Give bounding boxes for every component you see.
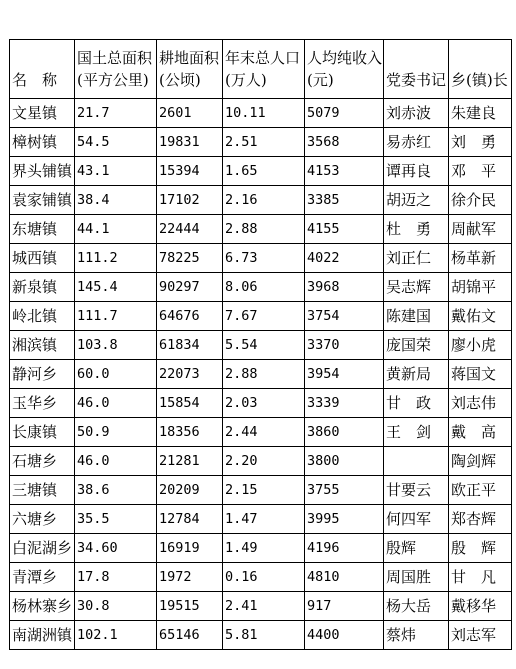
mayor-cell: 廖小虎 <box>449 331 512 360</box>
column-header-party-secretary-label: 党委书记 <box>386 71 447 89</box>
town-name-cell: 新泉镇 <box>10 273 75 302</box>
table-row <box>10 534 512 563</box>
population-cell: 2.88 <box>223 215 305 244</box>
mayor-cell: 郑杏辉 <box>449 505 512 534</box>
population-cell: 2.88 <box>223 360 305 389</box>
area-cell: 111.7 <box>75 302 157 331</box>
population-cell: 0.16 <box>223 563 305 592</box>
town-name-cell: 石塘乡 <box>10 447 75 476</box>
population-cell: 8.06 <box>223 273 305 302</box>
table-row <box>10 273 512 302</box>
population-cell: 7.67 <box>223 302 305 331</box>
column-header-area-label: 国土总面积 <box>77 49 153 67</box>
table-row <box>10 128 512 157</box>
party-secretary-cell: 易赤红 <box>384 128 449 157</box>
farmland-cell: 19515 <box>157 592 223 621</box>
party-secretary-cell: 甘要云 <box>384 476 449 505</box>
party-secretary-cell: 蔡炜 <box>384 621 449 650</box>
income-cell: 3995 <box>305 505 384 534</box>
table-row <box>10 447 512 476</box>
table-row <box>10 244 512 273</box>
table-row <box>10 302 512 331</box>
table-row <box>10 360 512 389</box>
farmland-cell: 2601 <box>157 99 223 128</box>
town-name-cell: 六塘乡 <box>10 505 75 534</box>
column-header-farmland-unit: (公顷) <box>159 71 201 89</box>
farmland-cell: 1972 <box>157 563 223 592</box>
mayor-cell: 戴佑文 <box>449 302 512 331</box>
mayor-cell: 刘 勇 <box>449 128 512 157</box>
income-cell: 4022 <box>305 244 384 273</box>
column-header-farmland-label: 耕地面积 <box>159 49 220 67</box>
population-cell: 5.81 <box>223 621 305 650</box>
party-secretary-cell: 谭再良 <box>384 157 449 186</box>
party-secretary-cell: 何四军 <box>384 505 449 534</box>
party-secretary-cell: 胡迈之 <box>384 186 449 215</box>
table-row <box>10 563 512 592</box>
income-cell: 3968 <box>305 273 384 302</box>
income-cell: 4155 <box>305 215 384 244</box>
area-cell: 111.2 <box>75 244 157 273</box>
column-header-income-label: 人均纯收入 <box>307 49 383 67</box>
population-cell: 2.44 <box>223 418 305 447</box>
table-row <box>10 157 512 186</box>
mayor-cell: 殷 辉 <box>449 534 512 563</box>
town-name-cell: 湘滨镇 <box>10 331 75 360</box>
mayor-cell: 周献军 <box>449 215 512 244</box>
income-cell: 4810 <box>305 563 384 592</box>
town-name-cell: 界头铺镇 <box>10 157 75 186</box>
mayor-cell: 胡锦平 <box>449 273 512 302</box>
income-cell: 3754 <box>305 302 384 331</box>
column-header-area-unit: (平方公里) <box>77 71 149 89</box>
table-row <box>10 331 512 360</box>
income-cell: 3954 <box>305 360 384 389</box>
income-cell: 917 <box>305 592 384 621</box>
column-header-farmland <box>157 40 223 99</box>
population-cell: 2.51 <box>223 128 305 157</box>
party-secretary-cell: 杨大岳 <box>384 592 449 621</box>
town-name-cell: 三塘镇 <box>10 476 75 505</box>
population-cell: 5.54 <box>223 331 305 360</box>
farmland-cell: 20209 <box>157 476 223 505</box>
party-secretary-cell: 王 剑 <box>384 418 449 447</box>
income-cell: 5079 <box>305 99 384 128</box>
area-cell: 145.4 <box>75 273 157 302</box>
column-header-name-label: 名 称 <box>12 71 58 89</box>
income-cell: 4153 <box>305 157 384 186</box>
population-cell: 10.11 <box>223 99 305 128</box>
town-name-cell: 白泥湖乡 <box>10 534 75 563</box>
column-header-population-label: 年末总人口 <box>225 49 301 67</box>
town-name-cell: 玉华乡 <box>10 389 75 418</box>
income-cell: 3339 <box>305 389 384 418</box>
column-header-income-unit: (元) <box>307 71 334 89</box>
table-row <box>10 505 512 534</box>
income-cell: 3370 <box>305 331 384 360</box>
farmland-cell: 64676 <box>157 302 223 331</box>
party-secretary-cell: 刘赤波 <box>384 99 449 128</box>
mayor-cell: 陶剑辉 <box>449 447 512 476</box>
area-cell: 54.5 <box>75 128 157 157</box>
column-header-population <box>223 40 305 99</box>
party-secretary-cell: 杜 勇 <box>384 215 449 244</box>
column-header-population-unit: (万人) <box>225 71 267 89</box>
party-secretary-cell: 甘 政 <box>384 389 449 418</box>
column-header-mayor <box>449 40 512 99</box>
population-cell: 2.16 <box>223 186 305 215</box>
area-cell: 46.0 <box>75 389 157 418</box>
area-cell: 102.1 <box>75 621 157 650</box>
income-cell: 3755 <box>305 476 384 505</box>
town-name-cell: 杨林寨乡 <box>10 592 75 621</box>
farmland-cell: 16919 <box>157 534 223 563</box>
party-secretary-cell: 黄新局 <box>384 360 449 389</box>
column-header-name <box>10 40 75 99</box>
area-cell: 60.0 <box>75 360 157 389</box>
population-cell: 6.73 <box>223 244 305 273</box>
mayor-cell: 刘志军 <box>449 621 512 650</box>
column-header-area <box>75 40 157 99</box>
town-name-cell: 文星镇 <box>10 99 75 128</box>
town-name-cell: 城西镇 <box>10 244 75 273</box>
farmland-cell: 61834 <box>157 331 223 360</box>
party-secretary-cell: 庞国荣 <box>384 331 449 360</box>
farmland-cell: 22444 <box>157 215 223 244</box>
town-name-cell: 静河乡 <box>10 360 75 389</box>
party-secretary-cell: 陈建国 <box>384 302 449 331</box>
mayor-cell: 杨革新 <box>449 244 512 273</box>
mayor-cell: 邓 平 <box>449 157 512 186</box>
mayor-cell: 刘志伟 <box>449 389 512 418</box>
area-cell: 17.8 <box>75 563 157 592</box>
town-name-cell: 东塘镇 <box>10 215 75 244</box>
farmland-cell: 17102 <box>157 186 223 215</box>
table-row <box>10 99 512 128</box>
population-cell: 2.15 <box>223 476 305 505</box>
town-name-cell: 岭北镇 <box>10 302 75 331</box>
table-row <box>10 215 512 244</box>
income-cell: 3860 <box>305 418 384 447</box>
table-row <box>10 592 512 621</box>
population-cell: 1.47 <box>223 505 305 534</box>
mayor-cell: 甘 凡 <box>449 563 512 592</box>
farmland-cell: 90297 <box>157 273 223 302</box>
party-secretary-cell: 吴志辉 <box>384 273 449 302</box>
table-row <box>10 186 512 215</box>
income-cell: 3800 <box>305 447 384 476</box>
party-secretary-cell <box>384 447 449 476</box>
mayor-cell: 朱建良 <box>449 99 512 128</box>
farmland-cell: 15394 <box>157 157 223 186</box>
population-cell: 1.65 <box>223 157 305 186</box>
area-cell: 50.9 <box>75 418 157 447</box>
party-secretary-cell: 殷辉 <box>384 534 449 563</box>
town-name-cell: 樟树镇 <box>10 128 75 157</box>
mayor-cell: 徐介民 <box>449 186 512 215</box>
mayor-cell: 欧正平 <box>449 476 512 505</box>
mayor-cell: 戴移华 <box>449 592 512 621</box>
farmland-cell: 22073 <box>157 360 223 389</box>
party-secretary-cell: 刘正仁 <box>384 244 449 273</box>
area-cell: 43.1 <box>75 157 157 186</box>
township-data-table <box>9 39 512 650</box>
area-cell: 38.4 <box>75 186 157 215</box>
header-row <box>10 40 512 99</box>
farmland-cell: 19831 <box>157 128 223 157</box>
table-row <box>10 389 512 418</box>
area-cell: 30.8 <box>75 592 157 621</box>
table-row <box>10 418 512 447</box>
area-cell: 34.60 <box>75 534 157 563</box>
column-header-party-secretary <box>384 40 449 99</box>
area-cell: 21.7 <box>75 99 157 128</box>
population-cell: 2.20 <box>223 447 305 476</box>
table-body <box>10 99 512 650</box>
town-name-cell: 长康镇 <box>10 418 75 447</box>
area-cell: 38.6 <box>75 476 157 505</box>
party-secretary-cell: 周国胜 <box>384 563 449 592</box>
farmland-cell: 65146 <box>157 621 223 650</box>
column-header-income <box>305 40 384 99</box>
town-name-cell: 袁家铺镇 <box>10 186 75 215</box>
area-cell: 35.5 <box>75 505 157 534</box>
farmland-cell: 12784 <box>157 505 223 534</box>
town-name-cell: 青潭乡 <box>10 563 75 592</box>
income-cell: 3385 <box>305 186 384 215</box>
farmland-cell: 21281 <box>157 447 223 476</box>
population-cell: 2.03 <box>223 389 305 418</box>
town-name-cell: 南湖洲镇 <box>10 621 75 650</box>
farmland-cell: 78225 <box>157 244 223 273</box>
table-row <box>10 621 512 650</box>
table-row <box>10 476 512 505</box>
farmland-cell: 15854 <box>157 389 223 418</box>
mayor-cell: 戴 高 <box>449 418 512 447</box>
income-cell: 4400 <box>305 621 384 650</box>
mayor-cell: 蒋国文 <box>449 360 512 389</box>
farmland-cell: 18356 <box>157 418 223 447</box>
area-cell: 46.0 <box>75 447 157 476</box>
area-cell: 44.1 <box>75 215 157 244</box>
column-header-mayor-label: 乡(镇)长 <box>451 71 508 89</box>
population-cell: 1.49 <box>223 534 305 563</box>
income-cell: 4196 <box>305 534 384 563</box>
population-cell: 2.41 <box>223 592 305 621</box>
income-cell: 3568 <box>305 128 384 157</box>
area-cell: 103.8 <box>75 331 157 360</box>
